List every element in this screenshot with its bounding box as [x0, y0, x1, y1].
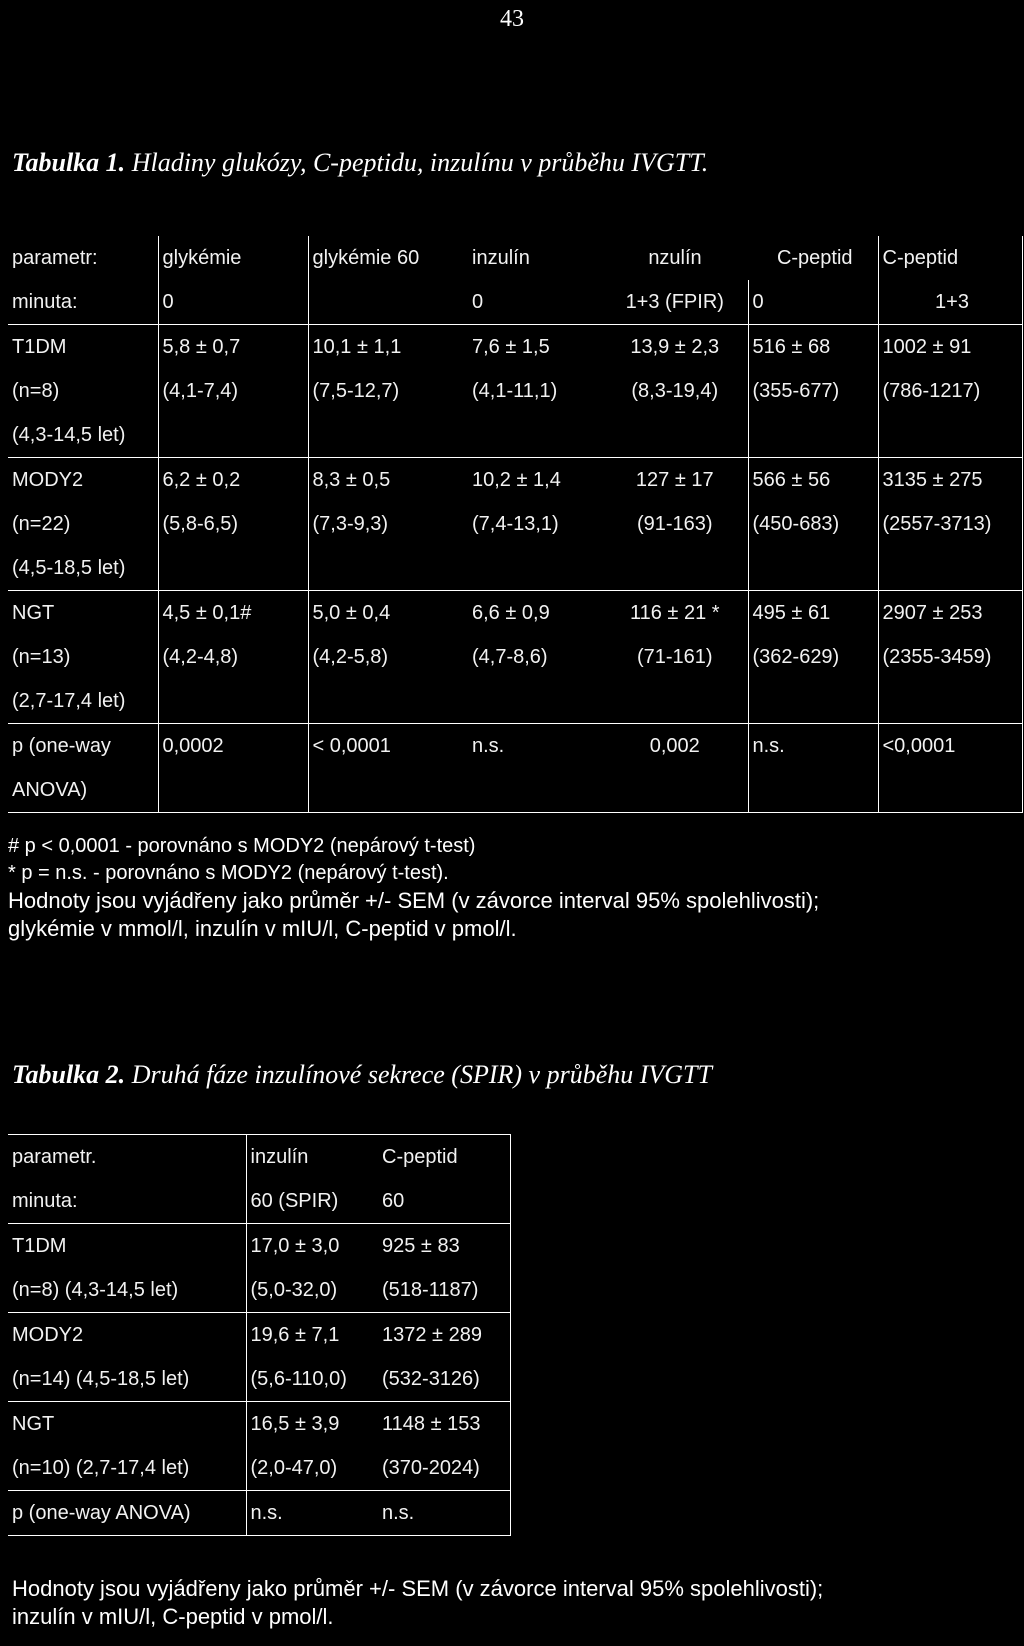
table2-cell: n.s.	[378, 1491, 510, 1536]
table1-cell: MODY2	[8, 458, 158, 503]
table1-caption-text: Hladiny glukózy, C-peptidu, inzulínu v průběhu IVGTT.	[131, 148, 709, 177]
table1-cell: ANOVA)	[8, 768, 158, 813]
table1-cell: 10,2 ± 1,4	[468, 458, 598, 503]
table1-cell	[468, 546, 598, 591]
table1-cell	[598, 679, 748, 724]
table2-caption-text: Druhá fáze inzulínové sekrece (SPIR) v průběhu IVGTT	[131, 1060, 712, 1089]
table1-cell: 13,9 ± 2,3	[598, 325, 748, 370]
table1-cell: 566 ± 56	[748, 458, 878, 503]
table2-notes	[12, 1575, 1017, 1631]
table1-cell: glykémie	[158, 236, 308, 280]
table1-cell: 7,6 ± 1,5	[468, 325, 598, 370]
table1-cell: 4,5 ± 0,1#	[158, 591, 308, 636]
table1-cell	[878, 546, 1022, 591]
table1-cell: 1+3	[878, 280, 1022, 325]
table1-cell: 8,3 ± 0,5	[308, 458, 468, 503]
table2-cell: 17,0 ± 3,0	[246, 1224, 378, 1269]
table1-cell	[878, 413, 1022, 458]
table2-cell: 60	[378, 1179, 510, 1224]
table2-note: inzulín v mIU/l, C-peptid v pmol/l.	[12, 1604, 334, 1629]
table2-header-row	[8, 1179, 510, 1224]
table1-cell: (4,1-7,4)	[158, 369, 308, 413]
table1-cell: 0	[472, 290, 484, 313]
table1-cell: (5,8-6,5)	[158, 502, 308, 546]
table1-cell: (91-163)	[636, 512, 713, 535]
table1-cell: <0,0001	[878, 724, 1022, 769]
table2-cell: (5,6-110,0)	[246, 1357, 378, 1402]
table1-cell: 1002 ± 91	[878, 325, 1022, 370]
table1-cell: minuta:	[12, 290, 78, 313]
table1-cell: 0	[748, 280, 878, 325]
table1-cell: (n=22)	[12, 512, 71, 535]
table2-cell: (370-2024)	[378, 1446, 510, 1491]
table1-cell: (4,3-14,5 let)	[12, 423, 126, 446]
table1-cell: 3135 ± 275	[878, 458, 1022, 503]
table1-cell: NGT	[8, 591, 158, 636]
table1-cell	[308, 768, 468, 813]
table1-cell: parametr:	[12, 246, 98, 269]
table2	[8, 1134, 511, 1536]
table1-cell: 495 ± 61	[748, 591, 878, 636]
table1-cell	[598, 413, 748, 458]
table1-cell: 6,2 ± 0,2	[158, 458, 308, 503]
table1-cell	[158, 768, 308, 813]
table1-cell: (7,3-9,3)	[308, 502, 468, 546]
table1-note: # p < 0,0001 - porovnáno s MODY2 (nepárový t-test)	[8, 835, 476, 857]
table1-note: glykémie v mmol/l, inzulín v mIU/l, C-peptid v pmol/l.	[8, 916, 517, 941]
table1-cell: inzulín	[472, 246, 530, 269]
table1-cell: (71-161)	[636, 645, 713, 668]
table1-cell	[468, 768, 598, 813]
table2-row	[8, 1357, 510, 1402]
table1-cell: (362-629)	[748, 635, 878, 679]
table2-cell: minuta:	[12, 1189, 78, 1212]
table1-cell	[878, 679, 1022, 724]
table1-notes	[8, 833, 1018, 943]
table2-cell: 19,6 ± 7,1	[246, 1313, 378, 1358]
table2-cell: n.s.	[246, 1491, 378, 1536]
table1-cell: C-peptid	[776, 246, 853, 269]
table1-cell: < 0,0001	[308, 724, 468, 769]
table1-cell: 5,8 ± 0,7	[158, 325, 308, 370]
table1-cell: T1DM	[8, 325, 158, 370]
table1-cell: (2557-3713)	[878, 502, 1022, 546]
table1-cell: 516 ± 68	[748, 325, 878, 370]
table2-cell: 925 ± 83	[378, 1224, 510, 1269]
table1-cell: n.s.	[748, 724, 878, 769]
table2-cell: (n=10) (2,7-17,4 let)	[12, 1456, 190, 1479]
table1-cell: (2355-3459)	[878, 635, 1022, 679]
table1-cell: (450-683)	[748, 502, 878, 546]
table1-cell	[158, 546, 308, 591]
table1-cell: 127 ± 17	[598, 458, 748, 503]
table1-cell: (4,2-4,8)	[158, 635, 308, 679]
table1-row	[8, 679, 1022, 724]
table2-cell: (n=14) (4,5-18,5 let)	[12, 1367, 190, 1390]
table1-cell	[748, 679, 878, 724]
table1-cell: (n=8)	[12, 379, 60, 402]
table1-cell: 0,0002	[158, 724, 308, 769]
table1-cell: n.s.	[468, 724, 598, 769]
table1-cell: (4,2-5,8)	[308, 635, 468, 679]
table2-cell: (5,0-32,0)	[246, 1268, 378, 1313]
table1-row	[8, 369, 1022, 413]
table1-row	[8, 502, 1022, 546]
table1-cell: (4,5-18,5 let)	[12, 556, 126, 579]
table1-cell	[308, 546, 468, 591]
table1-cell: 2907 ± 253	[878, 591, 1022, 636]
page-number: 43	[500, 6, 524, 32]
table1-row	[8, 413, 1022, 458]
table2-cell: parametr.	[8, 1135, 246, 1180]
table1-row	[8, 635, 1022, 679]
table1-cell	[468, 679, 598, 724]
table1-row	[8, 458, 1022, 503]
table2-caption-label: Tabulka 2.	[12, 1060, 126, 1089]
table2-header-row	[8, 1135, 510, 1180]
table1-cell	[878, 768, 1022, 813]
table1-cell: 0,002	[598, 724, 748, 769]
table1-cell: glykémie 60	[308, 236, 468, 280]
table2-cell: 1372 ± 289	[378, 1313, 510, 1358]
table2-row	[8, 1224, 510, 1269]
table1-cell: (2,7-17,4 let)	[12, 689, 126, 712]
table1-header-row	[8, 280, 1022, 325]
table1-cell	[308, 679, 468, 724]
table2-cell: (2,0-47,0)	[246, 1446, 378, 1491]
table1-cell	[598, 768, 748, 813]
table1-cell: 1+3 (FPIR)	[625, 290, 724, 313]
table1-cell: p (one-way	[8, 724, 158, 769]
table2-cell: MODY2	[8, 1313, 246, 1358]
table1-cell: (355-677)	[748, 369, 878, 413]
table1-cell	[308, 280, 468, 325]
table1-cell: nzulín	[648, 246, 702, 269]
table1-cell: C-peptid	[878, 236, 1022, 280]
table1-row	[8, 768, 1022, 813]
table1-row	[8, 724, 1022, 769]
table1-cell	[158, 679, 308, 724]
table2-cell: T1DM	[8, 1224, 246, 1269]
table2-row	[8, 1491, 510, 1536]
table1-cell	[158, 413, 308, 458]
table2-cell: p (one-way ANOVA)	[8, 1491, 246, 1536]
table1-cell: 0	[158, 280, 308, 325]
table1-caption	[12, 148, 708, 178]
table1-cell: (786-1217)	[878, 369, 1022, 413]
table2-cell: (n=8) (4,3-14,5 let)	[12, 1278, 179, 1301]
table2-note: Hodnoty jsou vyjádřeny jako průměr +/- SEM (v závorce interval 95% spolehlivosti);	[12, 1576, 824, 1601]
table1-cell: 10,1 ± 1,1	[308, 325, 468, 370]
table1	[8, 236, 1023, 813]
table2-cell: 1148 ± 153	[378, 1402, 510, 1447]
table2-cell: (518-1187)	[378, 1268, 510, 1313]
table1-cell	[748, 413, 878, 458]
table1-cell: 5,0 ± 0,4	[308, 591, 468, 636]
table2-row	[8, 1446, 510, 1491]
table1-cell: (7,4-13,1)	[472, 512, 559, 535]
table1-cell	[748, 546, 878, 591]
table1-cell: (4,7-8,6)	[472, 645, 548, 668]
table1-cell: (8,3-19,4)	[631, 379, 719, 402]
table1-cell	[748, 768, 878, 813]
table1-caption-label: Tabulka 1.	[12, 148, 126, 177]
table2-cell: NGT	[8, 1402, 246, 1447]
table2-cell: 16,5 ± 3,9	[246, 1402, 378, 1447]
table2-caption	[12, 1060, 712, 1090]
table1-cell: 6,6 ± 0,9	[468, 591, 598, 636]
table2-row	[8, 1313, 510, 1358]
table1-note: * p = n.s. - porovnáno s MODY2 (nepárový t-test).	[8, 862, 449, 884]
table1-header-row	[8, 236, 1022, 280]
table2-cell: 60 (SPIR)	[246, 1179, 378, 1224]
table2-cell: (532-3126)	[378, 1357, 510, 1402]
table1-cell: (7,5-12,7)	[308, 369, 468, 413]
table1-row	[8, 325, 1022, 370]
table1-cell: 116 ± 21 *	[598, 591, 748, 636]
table1-cell	[308, 413, 468, 458]
table2-cell: inzulín	[246, 1135, 378, 1180]
table1-cell	[468, 413, 598, 458]
table1-cell: (4,1-11,1)	[472, 379, 558, 402]
table2-row	[8, 1402, 510, 1447]
table2-row	[8, 1268, 510, 1313]
table1-cell	[598, 546, 748, 591]
table1-row	[8, 591, 1022, 636]
table1-note: Hodnoty jsou vyjádřeny jako průměr +/- SEM (v závorce interval 95% spolehlivosti);	[8, 888, 820, 913]
table1-cell: (n=13)	[12, 645, 71, 668]
table2-cell: C-peptid	[378, 1135, 510, 1180]
table1-row	[8, 546, 1022, 591]
